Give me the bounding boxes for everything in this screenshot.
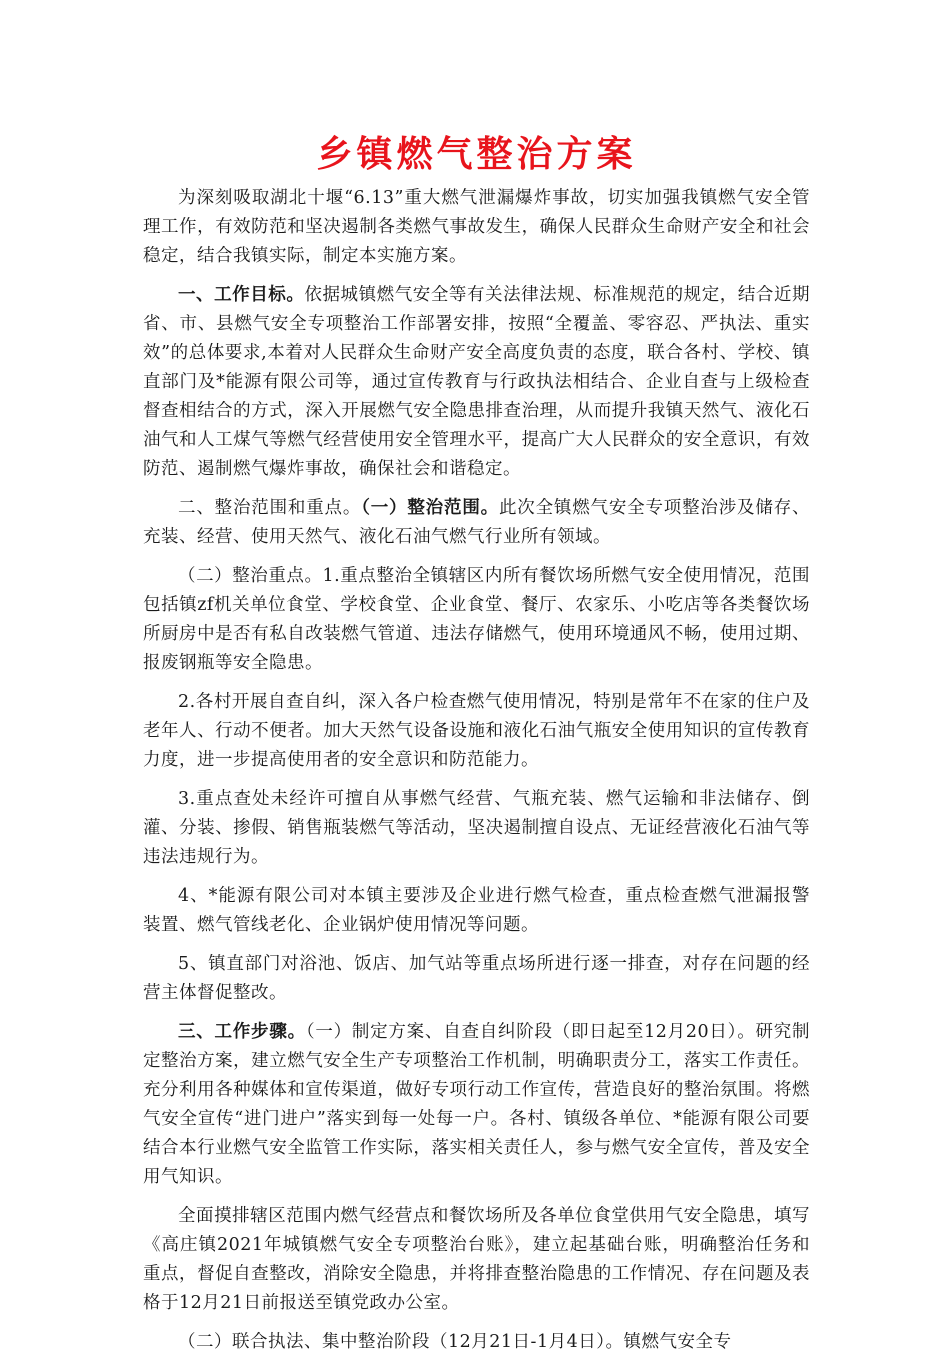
- document-page: [143, 130, 810, 1367]
- section-1-body: 依据城镇燃气安全等有关法律法规、标准规范的规定，结合近期省、市、县燃气安全专项整治工作部署安排，按照“全覆盖、零容忍、严执法、重实效”的总体要求,本着对人民群众生命财产安全高度负责的态度，联合各村、学校、镇直部门及*能源有限公司等，通过宣传教育与行政执法相结合、企业自查与上级检查督查相结合的方式，深入开展燃气安全隐患排查治理，从而提升我镇天然气、液化石油气和人工煤气等燃气经营使用安全管理水平，提高广大人民群众的安全意识，有效防范、遏制燃气爆炸事故，确保社会和谐稳定。: [143, 285, 811, 479]
- document-title: 乡镇燃气整治方案: [316, 134, 637, 175]
- intro-paragraph: 为深刻吸取湖北十堰“6.13”重大燃气泄漏爆炸事故，切实加强我镇燃气安全管理工作，有效防范和坚决遏制各类燃气事故发生，确保人民群众生命财产安全和社会稳定，结合我镇实际，制定本实施方案。: [143, 188, 810, 266]
- section-2-item-4: 4、*能源有限公司对本镇主要涉及企业进行燃气检查，重点检查燃气泄漏报警装置、燃气管线老化、企业锅炉使用情况等问题。: [143, 886, 810, 935]
- section-2-item-3: 3.重点查处未经许可擅自从事燃气经营、气瓶充装、燃气运输和非法储存、倒灌、分装、掺假、销售瓶装燃气等活动，坚决遏制擅自设点、无证经营液化石油气等违法违规行为。: [143, 789, 810, 867]
- section-2-heading: 二、整治范围和重点。: [178, 498, 362, 518]
- section-3-body: （一）制定方案、自查自纠阶段（即日起至12月20日）。研究制定整治方案，建立燃气安全生产专项整治工作机制，明确职责分工，落实工作责任。充分利用各种媒体和宣传渠道，做好专项行动工作宣传，营造良好的整治氛围。将燃气安全宣传“进门进户”落实到每一处每一户。各村、镇级各单位、*能源有限公司要结合本行业燃气安全监管工作实际，落实相关责任人，参与燃气安全宣传，普及安全用气知识。: [143, 1022, 810, 1187]
- section-1-paragraph: [143, 281, 810, 484]
- section-2-sub1-body: 此次全镇燃气安全专项整治涉及储存、充装、经营、使用天然气、液化石油气燃气行业所有领域。: [143, 498, 811, 547]
- section-2-sub2-paragraph: （二）整治重点。1.重点整治全镇辖区内所有餐饮场所燃气安全使用情况，范围包括镇zf机关单位食堂、学校食堂、企业食堂、餐厅、农家乐、小吃店等各类餐饮场所厨房中是否有私自改装燃气管道、违法存储燃气，使用环境通风不畅，使用过期、报废钢瓶等安全隐患。: [143, 566, 810, 673]
- section-3-paragraph: [143, 1018, 810, 1192]
- section-2-sub1-heading: （一）整治范围。: [361, 498, 499, 518]
- section-2-item-2: 2.各村开展自查自纠，深入各户检查燃气使用情况，特别是常年不在家的住户及老年人、行动不便者。加大天然气设备设施和液化石油气瓶安全使用知识的宣传教育力度，进一步提高使用者的安全意识和防范能力。: [143, 692, 810, 770]
- section-3-paragraph-2: 全面摸排辖区范围内燃气经营点和餐饮场所及各单位食堂供用气安全隐患，填写《高庄镇2021年城镇燃气安全专项整治台账》，建立起基础台账，明确整治任务和重点，督促自查整改，消除安全隐患，并将排查整治隐患的工作情况、存在问题及表格于12月21日前报送至镇党政办公室。: [143, 1206, 810, 1313]
- section-2-item-5: 5、镇直部门对浴池、饭店、加气站等重点场所进行逐一排查，对存在问题的经营主体督促整改。: [143, 954, 810, 1003]
- section-3-paragraph-3: （二）联合执法、集中整治阶段（12月21日-1月4日）。镇燃气安全专: [178, 1332, 732, 1352]
- section-2-paragraph: [143, 494, 810, 552]
- section-3-heading: 三、工作步骤。: [178, 1022, 306, 1042]
- section-1-heading: 一、工作目标。: [178, 285, 305, 305]
